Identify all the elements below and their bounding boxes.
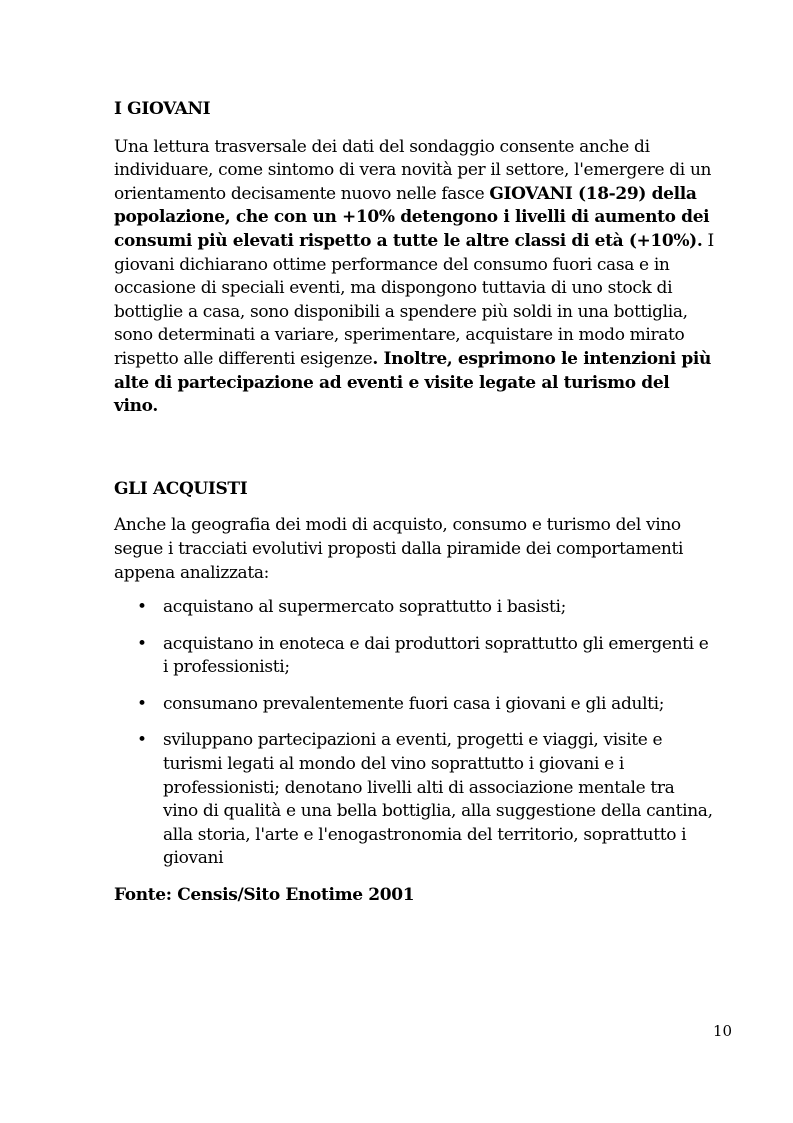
paragraph-giovani-bold-2: . Inoltre, esprimono le intenzioni più alte di partecipazione ad eventi e visite legate al turismo del vino. (114, 348, 712, 417)
paragraph-giovani-bold-1: GIOVANI (18-29) della popolazione, che con un +10% detengono i livelli di aumento dei consumi più elevati rispetto a tutte le altre classi di età (+10%). (114, 183, 710, 251)
page-content (114, 98, 714, 908)
list-item: • consumano prevalentemente fuori casa i giovani e gli adulti; (114, 693, 714, 717)
paragraph-giovani (114, 136, 714, 419)
paragraph-giovani-part-2: I giovani dichiarano ottime performance del consumo fuori casa e in occasione di speciali eventi, ma dispongono tuttavia di uno stock di bottiglie a casa, sono disponibili a spendere più soldi in una bottiglia, sono determinati a variare, sperimentare, acquistare in modo mirato rispetto alle differenti esigenze (114, 230, 714, 369)
heading-giovani: I GIOVANI (114, 99, 211, 119)
page-number: 10 (713, 1022, 733, 1040)
heading-acquisti: GLI ACQUISTI (114, 478, 248, 499)
source-note: Fonte: Censis/Sito Enotime 2001 (114, 885, 415, 906)
paragraph-giovani-part-1: Una lettura trasversale dei dati del sondaggio consente anche di individuare, come sintomo di vera novità per il settore, l'emergere di un orientamento decisamente nuovo nelle fasce (114, 136, 712, 204)
bullet-list (114, 596, 714, 871)
list-item: • acquistano in enoteca e dai produttori soprattutto gli emergenti e i professionisti; (114, 633, 714, 680)
list-item: • sviluppano partecipazioni a eventi, progetti e viaggi, visite e turismi legati al mondo del vino soprattutto i giovani e i professionisti; denotano livelli alti di associazione mentale tra vino di qualità e una bella bottiglia, alla suggestione della cantina, alla storia, l'arte e l'enogastronomia del territorio, soprattutto i giovani (114, 729, 714, 871)
list-item: • acquistano al supermercato soprattutto i basisti; (114, 596, 714, 620)
paragraph-acquisti-intro: Anche la geografia dei modi di acquisto, consumo e turismo del vino segue i tracciati evolutivi proposti dalla piramide dei comportamenti appena analizzata: (114, 515, 684, 583)
